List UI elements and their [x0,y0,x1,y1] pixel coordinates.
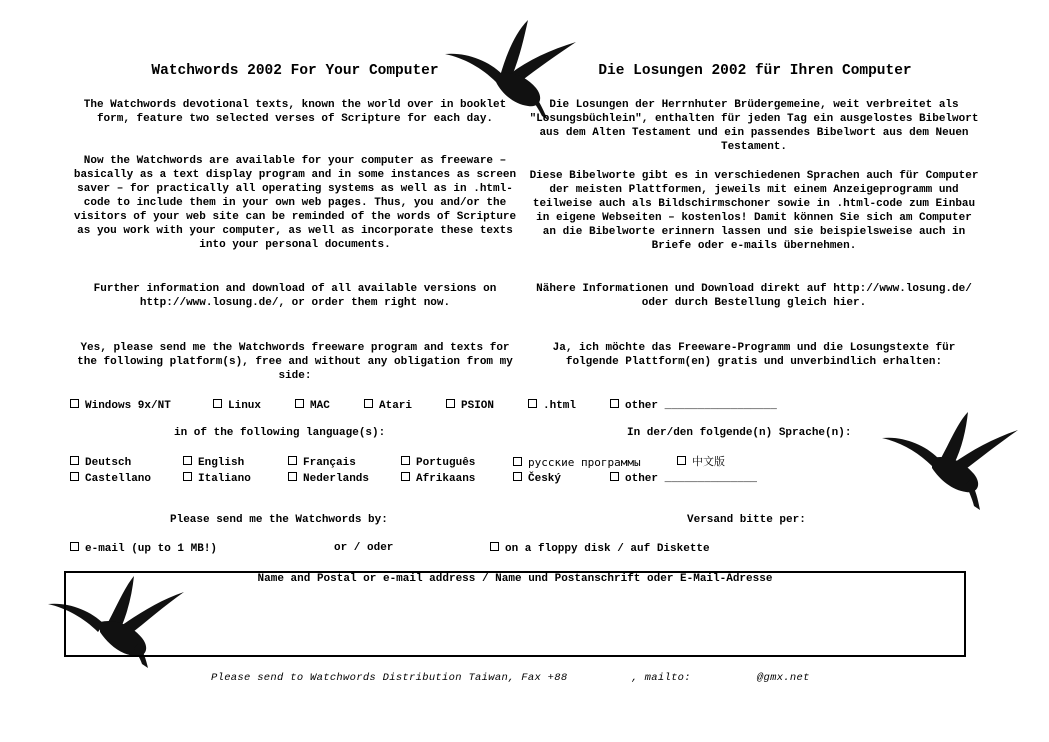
checkbox-icon [610,472,619,481]
language-russian-checkbox[interactable]: русские программы [513,456,641,470]
delivery-or-label: or / oder [334,542,394,554]
en-paragraph-3: Further information and download of all available versions on http://www.losung.de/, or order them right now. [93,283,497,309]
de-paragraph-3: Nähere Informationen und Download direkt auf http://www.losung.de/ oder durch Bestellung gleich hier. [536,283,972,309]
checkbox-icon [513,472,522,481]
send-label-en: Please send me the Watchwords by: [170,514,388,526]
footer-part-1: Please send to Watchwords Distribution Taiwan, Fax +88 [211,672,568,684]
checkbox-icon [70,472,79,481]
address-label: Name and Postal or e-mail address / Name und Postanschrift oder E-Mail-Adresse [257,573,773,585]
delivery-email-checkbox[interactable]: e-mail (up to 1 MB!) [70,542,217,556]
footer-text [211,672,810,684]
language-castellano-checkbox[interactable]: Castellano [70,472,151,486]
de-paragraph-4: Ja, ich möchte das Freeware-Programm und die Losungstexte für folgende Plattform(en) gratis und unverbindlich erhalten: [552,342,956,368]
de-paragraph-1: Die Losungen der Herrnhuter Brüdergemeine, weit verbreitet als "Losungsbüchlein", enthalten für jeden Tag ein ausgelostes Bibelwort aus dem Alten Testament und ein passendes Bibelwort aus dem Neuen Testament. [529,99,979,153]
platform-other-checkbox[interactable]: other _________________ [610,399,777,413]
checkbox-icon [183,456,192,465]
language-other-checkbox[interactable]: other ______________ [610,472,757,486]
checkbox-icon [513,457,522,466]
language-portugues-checkbox[interactable]: Português [401,456,475,470]
en-paragraph-4: Yes, please send me the Watchwords freeware program and texts for the following platform(s), free and without any obligation from my side: [77,342,513,382]
language-francais-checkbox[interactable]: Français [288,456,356,470]
checkbox-icon [401,472,410,481]
platform-windows-checkbox[interactable]: Windows 9x/NT [70,399,171,413]
checkbox-icon [288,456,297,465]
checkbox-icon [70,456,79,465]
language-afrikaans-checkbox[interactable]: Afrikaans [401,472,475,486]
checkbox-icon [364,399,373,408]
en-paragraph-2: Now the Watchwords are available for your computer as freeware – basically as a text display program and in some instances as screen saver – for practically all operating systems as well as in .html-code to include them in your own web pages. Thus, you and/or the visitors of your web site can be reminded of the words of Scripture as you work with your computer, as well as incorporate these texts into your personal documents. [73,155,517,251]
platform-psion-checkbox[interactable]: PSION [446,399,494,413]
checkbox-icon [528,399,537,408]
language-deutsch-checkbox[interactable]: Deutsch [70,456,131,470]
de-paragraph-2: Diese Bibelworte gibt es in verschiedenen Sprachen auch für Computer der meisten Plattformen, jeweils mit einem Anzeigeprogramm und teilweise auch als Bildschirmschoner sowie in .html-code zum Einbau in eigene Webseiten – kostenlos! Damit können Sie sich am Computer an die Bibelworte erinnern lassen und sie beispielsweise auch in Briefe oder e-mails übernehmen. [529,170,979,252]
language-chinese-checkbox[interactable]: 中文版 [677,456,725,470]
language-italiano-checkbox[interactable]: Italiano [183,472,251,486]
platform-linux-checkbox[interactable]: Linux [213,399,261,413]
checkbox-icon [70,542,79,551]
send-label-de: Versand bitte per: [687,514,806,526]
checkbox-icon [295,399,304,408]
platform-atari-checkbox[interactable]: Atari [364,399,412,413]
checkbox-icon [288,472,297,481]
language-nederlands-checkbox[interactable]: Nederlands [288,472,369,486]
platform-mac-checkbox[interactable]: MAC [295,399,330,413]
delivery-floppy-checkbox[interactable]: on a floppy disk / auf Diskette [490,542,710,556]
checkbox-icon [70,399,79,408]
language-english-checkbox[interactable]: English [183,456,244,470]
checkbox-icon [213,399,222,408]
title-en: Watchwords 2002 For Your Computer [151,63,439,79]
language-cesky-checkbox[interactable]: Český [513,472,561,486]
language-label-de: In der/den folgende(n) Sprache(n): [627,427,852,439]
language-label-en: in of the following language(s): [174,427,386,439]
checkbox-icon [401,456,410,465]
en-paragraph-1: The Watchwords devotional texts, known the world over in booklet form, feature two selected verses of Scripture for each day. [83,99,507,125]
footer-part-2: , mailto: [631,672,691,684]
footer-part-3: @gmx.net [756,672,810,684]
checkbox-icon [677,456,686,465]
platform-html-checkbox[interactable]: .html [528,399,576,413]
checkbox-icon [183,472,192,481]
checkbox-icon [610,399,619,408]
bird-right-icon [880,408,1020,514]
title-de: Die Losungen 2002 für Ihren Computer [598,63,912,79]
checkbox-icon [446,399,455,408]
checkbox-icon [490,542,499,551]
